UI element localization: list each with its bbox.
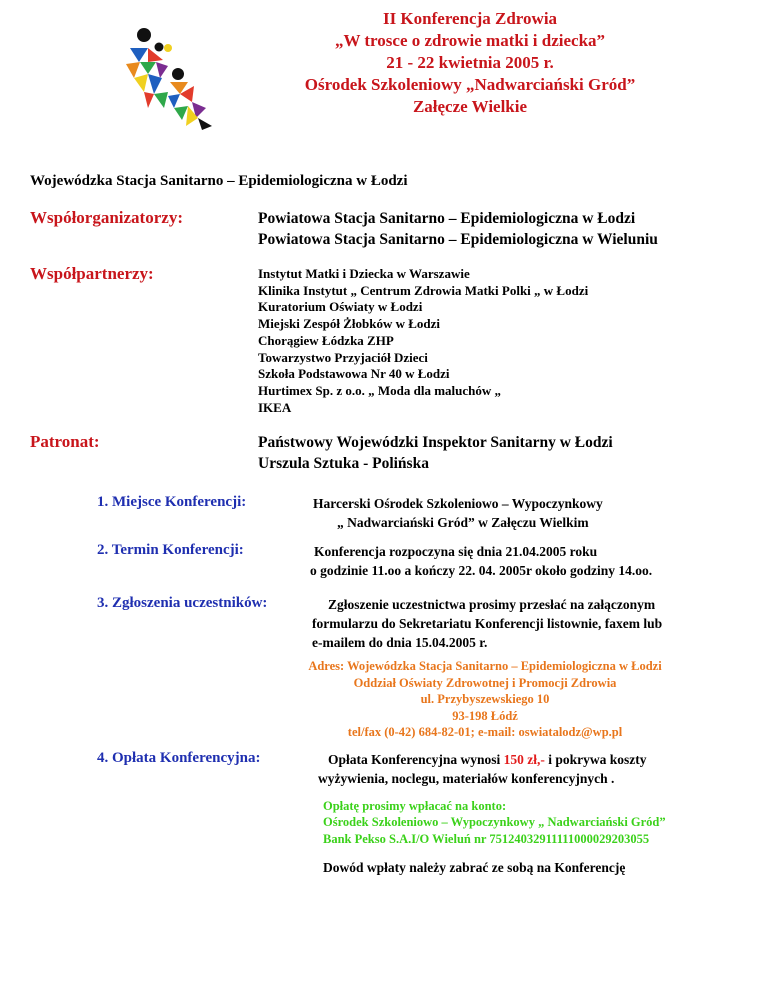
section-place-text [313, 494, 603, 532]
text-line: Harcerski Ośrodek Szkoleniowo – Wypoczynkowy [313, 496, 603, 511]
text-line: Zgłoszenie uczestnictwa prosimy przesłać na załączonym [328, 597, 656, 612]
header-place: Załęcze Wielkie [412, 97, 528, 116]
payment-proof-note: Dowód wpłaty należy zabrać ze sobą na Konferencję [323, 860, 626, 875]
bank-line: Ośrodek Szkoleniowo – Wypoczynkowy „ Nadwarciański Gród” [323, 815, 666, 830]
text-line: o godzinie 11.oo a kończy 22. 04. 2005r około godziny 14.oo. [310, 563, 653, 578]
header-subtitle: „W trosce o zdrowie matki i dziecka” [334, 31, 606, 50]
address-contact: tel/fax (0-42) 684-82-01; e-mail: oswiatalodz@wp.pl [347, 725, 623, 739]
bank-account: Bank Pekso S.A.I/O Wieluń nr 75124032911111000029203055 [323, 831, 650, 846]
list-item: IKEA [258, 399, 292, 415]
patronage-label: Patronat: [30, 432, 100, 451]
fee-line [318, 750, 647, 769]
text-line: Konferencja rozpoczyna się dnia 21.04.2005 roku [314, 544, 598, 559]
fee-text: Opłata Konferencyjna wynosi [328, 752, 504, 767]
section-registration-label: 3. Zgłoszenia uczestników: [97, 595, 268, 611]
header-title: II Konferencja Zdrowia [382, 9, 558, 28]
text-line: „ Nadwarciański Gród” w Załęczu Wielkim [337, 515, 589, 530]
fee-price: 150 zł,- [503, 752, 545, 767]
address-block [255, 658, 715, 741]
list-item: Klinika Instytut „ Centrum Zdrowia Matki Polki „ w Łodzi [258, 282, 589, 298]
list-item: Urszula Sztuka - Polińska [258, 455, 429, 472]
coorganizers-label: Współorganizatorzy: [30, 208, 183, 227]
section-date-label: 2. Termin Konferencji: [97, 542, 244, 558]
list-item: Kuratorium Oświaty w Łodzi [258, 299, 423, 315]
organizer: Wojewódzka Stacja Sanitarno – Epidemiologiczna w Łodzi [30, 173, 408, 189]
list-item: Hurtimex Sp. z o.o. „ Moda dla maluchów „ [258, 382, 502, 398]
conference-header [255, 8, 685, 118]
list-item: Powiatowa Stacja Sanitarno – Epidemiologiczna w Łodzi [258, 210, 636, 227]
text-line: wyżywienia, noclegu, materiałów konferencyjnych . [318, 771, 615, 786]
header-date: 21 - 22 kwietnia 2005 r. [386, 53, 554, 72]
text-line: formularzu do Sekretariatu Konferencji listownie, faxem lub [312, 616, 663, 631]
address-line: ul. Przybyszewskiego 10 [420, 692, 550, 706]
text-line: e-mailem do dnia 15.04.2005 r. [312, 635, 488, 650]
header-venue: Ośrodek Szkoleniowy „Nadwarciański Gród” [304, 75, 636, 94]
fee-text: i pokrywa koszty [544, 752, 647, 767]
address-line: Oddział Oświaty Zdrowotnej i Promocji Zdrowia [353, 675, 617, 690]
list-item: Instytut Matki i Dziecka w Warszawie [258, 266, 470, 281]
bank-details [323, 798, 666, 847]
coorganizers-list [258, 208, 658, 250]
section-date-text [310, 542, 652, 580]
list-item: Szkoła Podstawowa Nr 40 w Łodzi [258, 366, 450, 382]
list-item: Chorągiew Łódzka ZHP [258, 332, 394, 348]
section-fee-label: 4. Opłata Konferencyjna: [97, 750, 261, 766]
conference-logo-icon [118, 22, 228, 132]
partners-label: Współpartnerzy: [30, 264, 154, 283]
section-fee-text [318, 750, 647, 788]
patronage-list [258, 432, 613, 474]
list-item: Państwowy Wojewódzki Inspektor Sanitarny w Łodzi [258, 434, 613, 451]
section-place-label: 1. Miejsce Konferencji: [97, 494, 247, 510]
list-item: Powiatowa Stacja Sanitarno – Epidemiologiczna w Wieluniu [258, 231, 658, 248]
list-item: Miejski Zespół Żłobków w Łodzi [258, 316, 441, 332]
bank-line: Opłatę prosimy wpłacać na konto: [323, 799, 507, 813]
section-registration-text [312, 595, 662, 652]
partners-list [258, 266, 588, 416]
address-line: 93-198 Łódź [452, 708, 518, 723]
address-line: Adres: Wojewódzka Stacja Sanitarno – Epidemiologiczna w Łodzi [308, 659, 662, 673]
list-item: Towarzystwo Przyjaciół Dzieci [258, 349, 428, 365]
